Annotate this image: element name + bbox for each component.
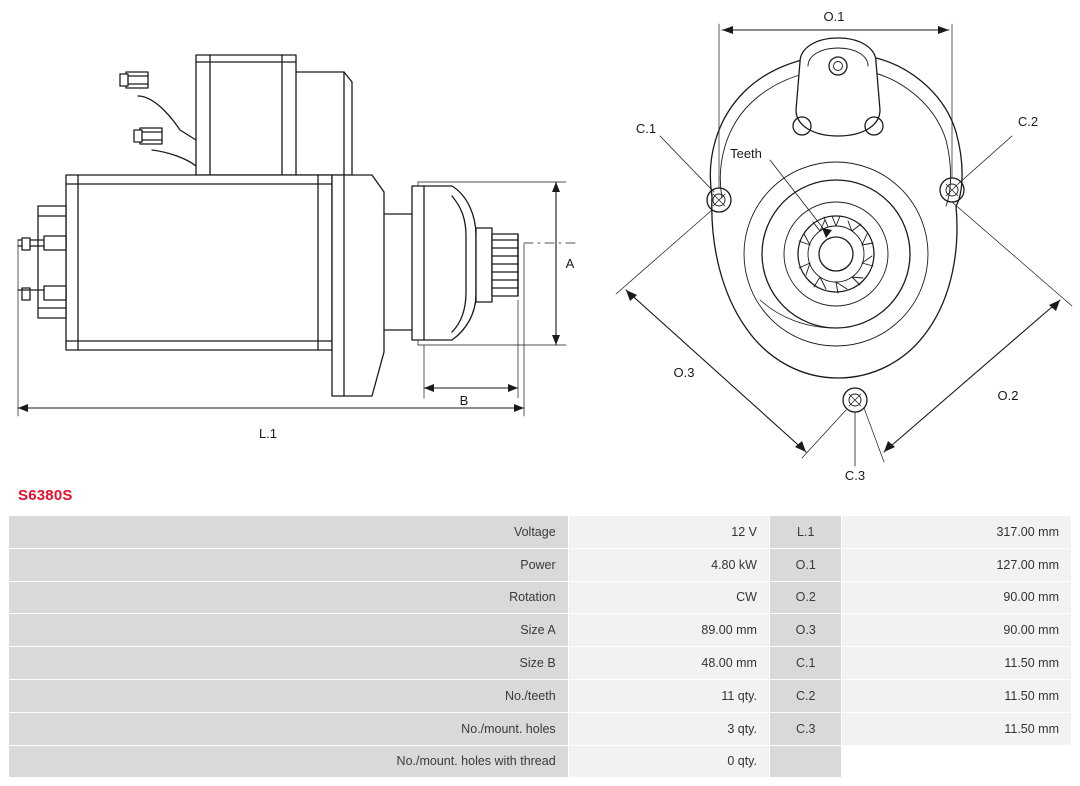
table-row — [9, 679, 1072, 712]
spec-label: Voltage — [9, 516, 569, 549]
label-o2: O.2 — [997, 388, 1019, 403]
spec-empty-cell — [842, 745, 1072, 778]
specifications-table — [8, 515, 1072, 778]
label-c1: C.1 — [635, 121, 657, 136]
part-number: S6380S — [18, 487, 73, 504]
spec-empty-cell — [769, 745, 841, 778]
spec-value: 90.00 mm — [842, 581, 1072, 614]
spec-value: 317.00 mm — [842, 516, 1072, 549]
spec-label: C.3 — [769, 712, 841, 745]
table-row — [9, 516, 1072, 549]
spec-value: CW — [568, 581, 769, 614]
label-c2: C.2 — [1017, 114, 1039, 129]
label-c3: C.3 — [844, 468, 866, 483]
label-size-a: A — [565, 256, 575, 271]
spec-value: 4.80 kW — [568, 548, 769, 581]
spec-value: 12 V — [568, 516, 769, 549]
table-row — [9, 581, 1072, 614]
spec-value: 89.00 mm — [568, 614, 769, 647]
spec-value: 11.50 mm — [842, 647, 1072, 680]
spec-label: Size B — [9, 647, 569, 680]
spec-label: Size A — [9, 614, 569, 647]
spec-label: O.2 — [769, 581, 841, 614]
spec-label: L.1 — [769, 516, 841, 549]
spec-value: 0 qty. — [568, 745, 769, 778]
spec-value: 90.00 mm — [842, 614, 1072, 647]
spec-value: 3 qty. — [568, 712, 769, 745]
table-row — [9, 745, 1072, 778]
label-size-b: B — [459, 393, 469, 408]
table-row — [9, 614, 1072, 647]
spec-label: C.2 — [769, 679, 841, 712]
label-o1: O.1 — [823, 9, 845, 24]
spec-label: Power — [9, 548, 569, 581]
spec-value: 127.00 mm — [842, 548, 1072, 581]
label-teeth: Teeth — [730, 146, 762, 161]
spec-value: 11.50 mm — [842, 712, 1072, 745]
spec-label: O.1 — [769, 548, 841, 581]
table-row — [9, 647, 1072, 680]
label-o3: O.3 — [673, 365, 695, 380]
side-view-group — [18, 55, 576, 416]
spec-value: 11.50 mm — [842, 679, 1072, 712]
table-row — [9, 712, 1072, 745]
spec-label: No./mount. holes with thread — [9, 745, 569, 778]
spec-label: No./mount. holes — [9, 712, 569, 745]
spec-label: Rotation — [9, 581, 569, 614]
spec-value: 11 qty. — [568, 679, 769, 712]
spec-value: 48.00 mm — [568, 647, 769, 680]
label-length-l1: L.1 — [258, 426, 278, 441]
spec-label: O.3 — [769, 614, 841, 647]
spec-label: No./teeth — [9, 679, 569, 712]
table-row — [9, 548, 1072, 581]
spec-label: C.1 — [769, 647, 841, 680]
